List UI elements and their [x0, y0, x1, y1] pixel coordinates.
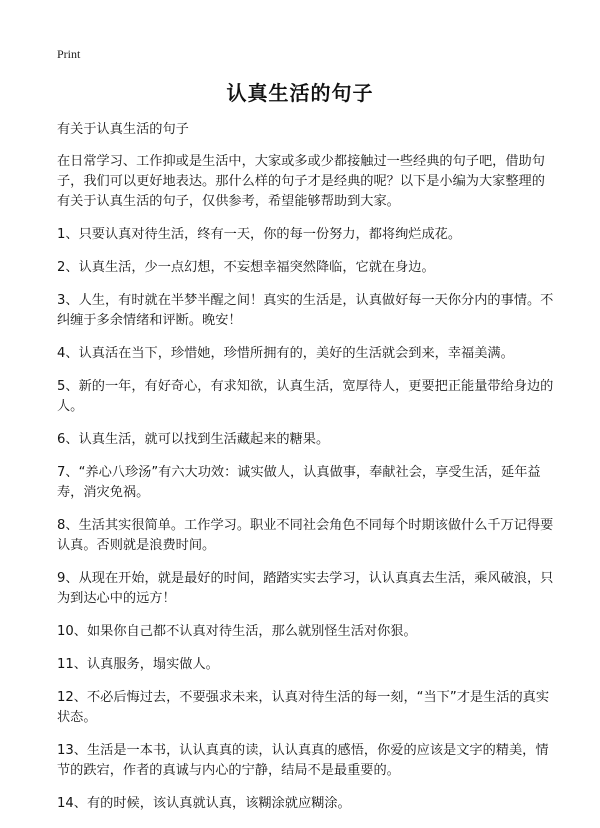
sentence-item-2: 2、认真生活，少一点幻想，不妄想幸福突然降临，它就在身边。	[57, 260, 435, 275]
article-subtitle: 有关于认真生活的句子	[57, 122, 189, 137]
sentence-item-3: 3、人生，有时就在半梦半醒之间！真实的生活是，认真做好每一天你分内的事情。不纠缠于多余情绪和评断。晚安！	[57, 293, 554, 328]
sentence-item-5: 5、新的一年，有好奇心，有求知欲，认真生活，宽厚待人，更要把正能量带给身边的人。	[57, 379, 554, 414]
article-intro: 在日常学习、工作抑或是生活中，大家或多或少都接触过一些经典的句子吧，借助句子，我们可以更好地表达。那什么样的句子才是经典的呢？以下是小编为大家整理的有关于认真生活的句子，仅供参考，希望能够帮助到大家。	[57, 154, 545, 209]
sentence-item-12: 12、不必后悔过去，不要强求未来，认真对待生活的每一刻，“当下”才是生活的真实状态。	[57, 690, 550, 725]
sentence-item-6: 6、认真生活，就可以找到生活藏起来的糖果。	[57, 432, 330, 447]
sentence-item-14: 14、有的时候，该认真就认真，该糊涂就应糊涂。	[57, 796, 351, 811]
sentence-item-10: 10、如果你自己都不认真对待生活，那么就别怪生活对你狠。	[57, 624, 417, 639]
sentence-item-1: 1、只要认真对待生活，终有一天，你的每一份努力，都将绚烂成花。	[57, 227, 462, 242]
article-body	[57, 120, 555, 814]
sentence-item-13: 13、生活是一本书，认认真真的读，认认真真的感悟，你爱的应该是文字的精美，情节的跌宕，作者的真诚与内心的宁静，结局不是最重要的。	[57, 743, 549, 778]
page-title: 认真生活的句子	[226, 81, 374, 105]
sentence-item-11: 11、认真服务，塌实做人。	[57, 657, 219, 672]
print-link[interactable]: Print	[57, 47, 81, 61]
sentence-item-4: 4、认真活在当下，珍惜她，珍惜所拥有的，美好的生活就会到来，幸福美满。	[57, 346, 514, 361]
sentence-item-8: 8、生活其实很简单。工作学习。职业不同社会角色不同每个时期该做什么千万记得要认真。否则就是浪费时间。	[57, 518, 554, 553]
sentence-item-9: 9、从现在开始，就是最好的时间，踏踏实实去学习，认认真真去生活，乘风破浪，只为到达心中的远方！	[57, 571, 554, 606]
sentence-item-7: 7、“养心八珍汤”有六大功效：诚实做人，认真做事，奉献社会，享受生活，延年益寿，消灾免祸。	[57, 465, 541, 500]
